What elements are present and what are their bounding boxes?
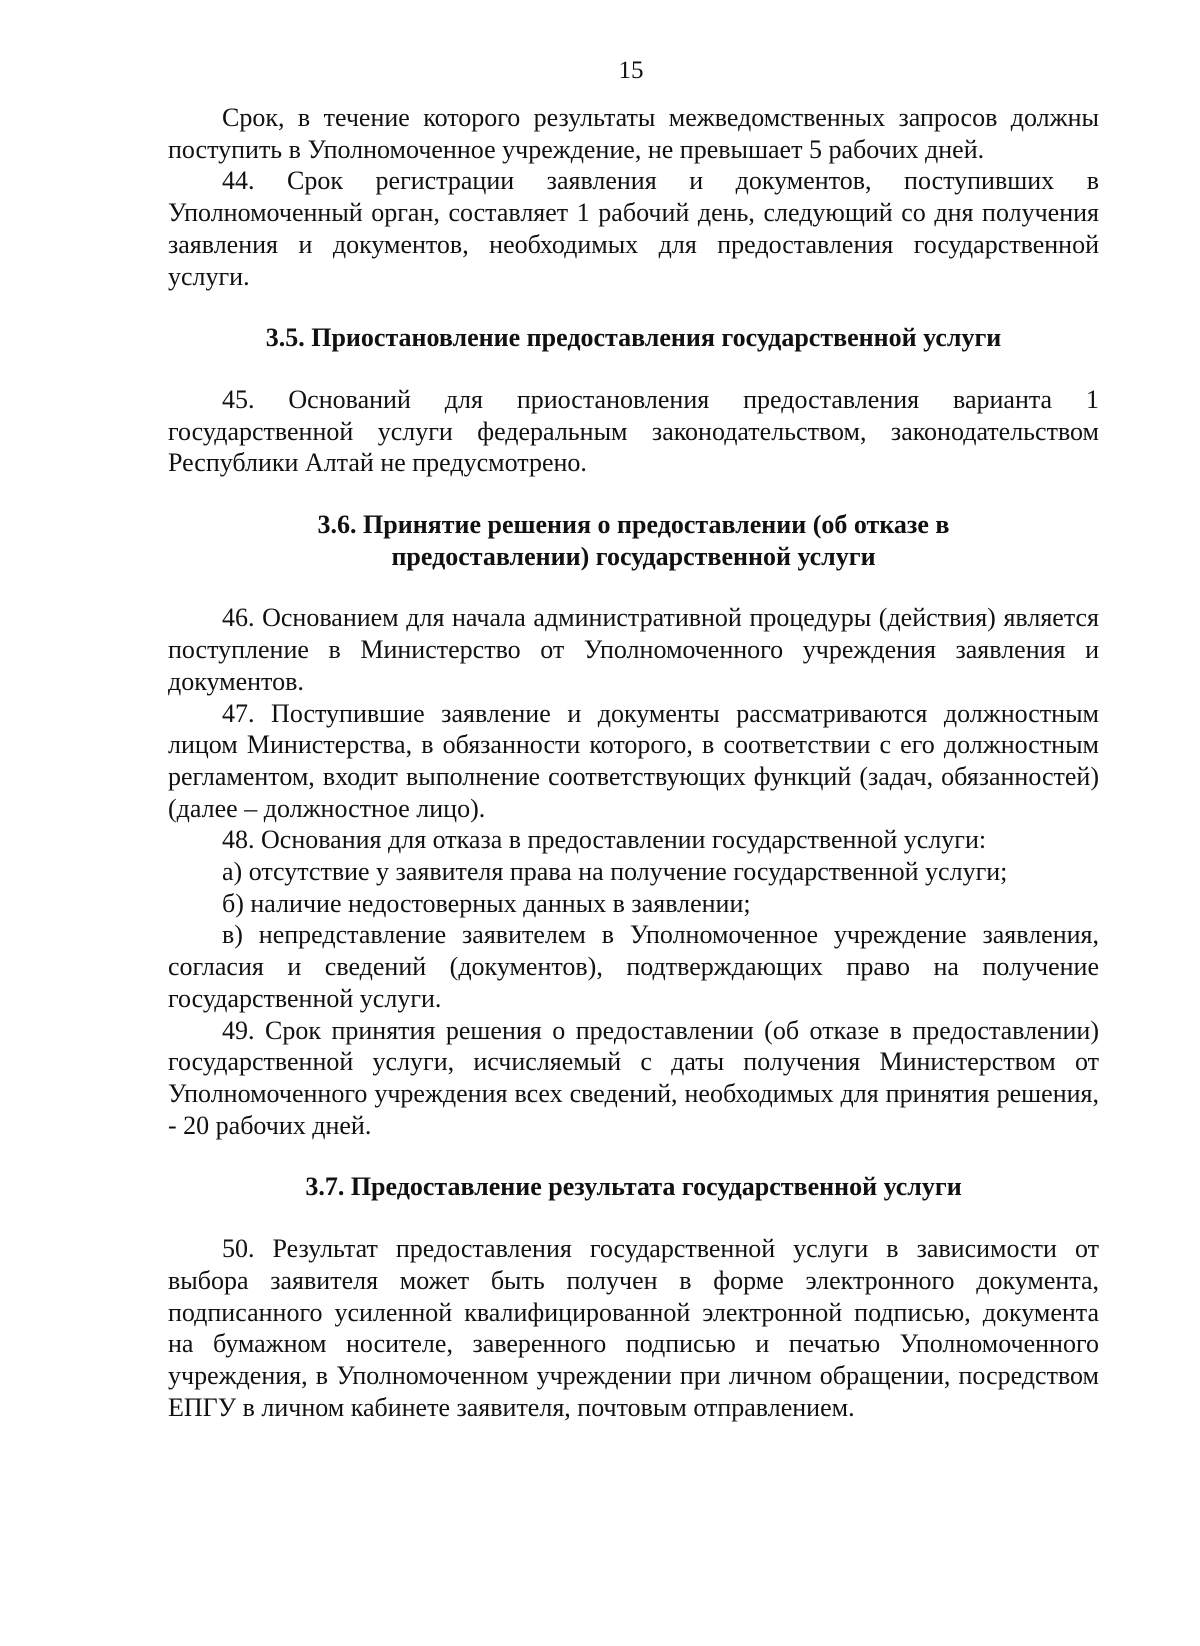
paragraph-48: 48. Основания для отказа в предоставлении государственной услуги: (222, 825, 987, 855)
paragraph-44: 44. Срок регистрации заявления и документов, поступивших в Уполномоченный орган, составляет 1 рабочий день, следующий со дня получения заявления и документов, необходимых для предоставления государственной услуги. (168, 166, 1099, 291)
paragraph-50: 50. Результат предоставления государственной услуги в зависимости от выбора заявителя может быть получен в форме электронного документа, подписанного усиленной квалифицированной электронной подписью, документа на бумажном носителе, заверенного подписью и печатью Уполномоченного учреждения, в Уполномоченном учреждении при личном обращении, посредством ЕПГУ в личном кабинете заявителя, почтовым отправлением. (168, 1234, 1099, 1422)
document-body (168, 102, 1099, 1423)
section-heading-3-5: 3.5. Приостановление предоставления государственной услуги (265, 323, 1002, 353)
paragraph-47: 47. Поступившие заявление и документы рассматриваются должностным лицом Министерства, в обязанности которого, в соответствии с его должностным регламентом, входит выполнение соответствующих функций (задач, обязанностей) (далее – должностное лицо). (168, 698, 1099, 823)
section-heading-3-6: 3.6. Принятие решения о предоставлении (об отказе в предоставлении) государственной услуги (317, 510, 950, 571)
paragraph-45: 45. Оснований для приостановления предоставления варианта 1 государственной услуги федеральным законодательством, законодательством Республики Алтай не предусмотрено. (168, 384, 1099, 478)
paragraph-48-b: б) наличие недостоверных данных в заявлении; (222, 888, 751, 918)
paragraph-interagency-request-term: Срок, в течение которого результаты межведомственных запросов должны поступить в Уполномоченное учреждение, не превышает 5 рабочих дней. (168, 103, 1099, 164)
paragraph-48-v: в) непредставление заявителем в Уполномоченное учреждение заявления, согласия и сведений (документов), подтверждающих право на получение государственной услуги. (168, 920, 1099, 1013)
paragraph-48-a: а) отсутствие у заявителя права на получение государственной услуги; (222, 857, 1008, 887)
paragraph-46: 46. Основанием для начала административной процедуры (действия) является поступление в Министерство от Уполномоченного учреждения заявления и документов. (168, 603, 1099, 696)
paragraph-49: 49. Срок принятия решения о предоставлении (об отказе в предоставлении) государственной услуги, исчисляемый с даты получения Министерством от Уполномоченного учреждения всех сведений, необходимых для принятия решения, - 20 рабочих дней. (168, 1015, 1099, 1140)
page-number: 15 (618, 57, 644, 84)
section-heading-3-7: 3.7. Предоставление результата государственной услуги (305, 1172, 962, 1202)
